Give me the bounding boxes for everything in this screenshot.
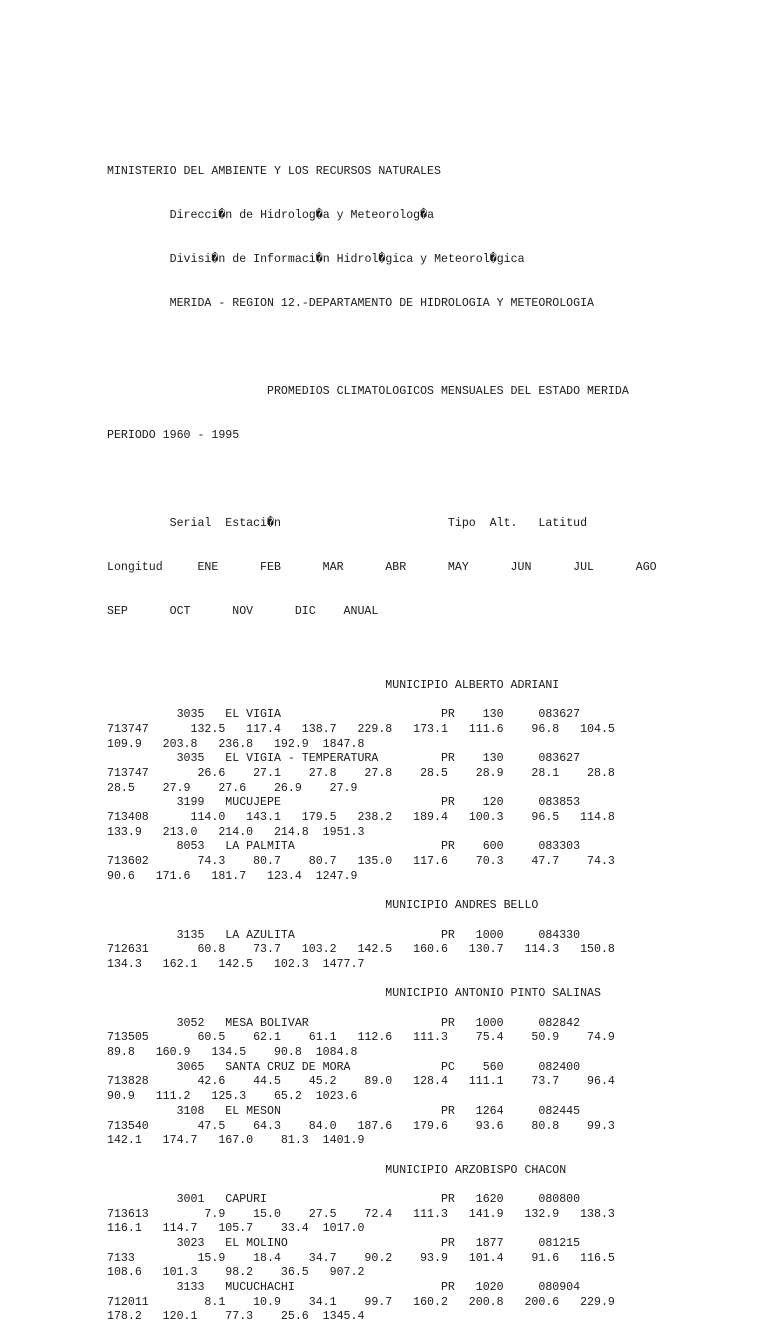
- spacer: [107, 473, 757, 488]
- municipality-section: [107, 1149, 757, 1325]
- station-data-line: 3052 MESA BOLIVAR PR 1000 082842: [107, 1016, 581, 1030]
- column-header-1: Serial Estaci�n Tipo Alt. Latitud: [107, 517, 588, 531]
- division-title: Divisi�n de Informaci�n Hidrol�gica y Meteorol�gica: [107, 252, 525, 266]
- municipality-heading: MUNICIPIO ANTONIO PINTO SALINAS: [107, 987, 601, 1001]
- spacer: [107, 341, 757, 356]
- station-data-line: 713408 114.0 143.1 179.5 238.2 189.4 100.3 96.5 114.8: [107, 811, 615, 825]
- station-data-line: 3035 EL VIGIA - TEMPERATURA PR 130 083627: [107, 752, 581, 766]
- station-data-line: 142.1 174.7 167.0 81.3 1401.9: [107, 1134, 365, 1148]
- station-data-line: 712631 60.8 73.7 103.2 142.5 160.6 130.7 114.3 150.8: [107, 943, 615, 957]
- station-data-line: 7133 15.9 18.4 34.7 90.2 93.9 101.4 91.6 116.5: [107, 1251, 615, 1265]
- station-data-line: 713602 74.3 80.7 80.7 135.0 117.6 70.3 47.7 74.3: [107, 855, 615, 869]
- report-period: PERIODO 1960 - 1995: [107, 429, 240, 443]
- station-data-line: 713505 60.5 62.1 61.1 112.6 111.3 75.4 50.9 74.9: [107, 1031, 615, 1045]
- station-data-line: 3065 SANTA CRUZ DE MORA PC 560 082400: [107, 1060, 581, 1074]
- spacer: [107, 973, 757, 988]
- station-data-line: 3108 EL MESON PR 1264 082445: [107, 1104, 581, 1118]
- spacer-top: [107, 120, 757, 135]
- region-title: MERIDA - REGION 12.-DEPARTAMENTO DE HIDROLOGIA Y METEOROLOGIA: [107, 296, 595, 310]
- spacer: [107, 914, 757, 929]
- station-data-line: 3023 EL MOLINO PR 1877 081215: [107, 1237, 581, 1251]
- municipality-heading: MUNICIPIO ALBERTO ADRIANI: [107, 678, 560, 692]
- station-data-line: 134.3 162.1 142.5 102.3 1477.7: [107, 957, 365, 971]
- station-data-line: 90.6 171.6 181.7 123.4 1247.9: [107, 869, 358, 883]
- report-title: PROMEDIOS CLIMATOLOGICOS MENSUALES DEL ESTADO MERIDA: [107, 384, 629, 398]
- station-data-line: 133.9 213.0 214.0 214.8 1951.3: [107, 825, 365, 839]
- station-data-line: 3035 EL VIGIA PR 130 083627: [107, 708, 581, 722]
- station-data-line: 8053 LA PALMITA PR 600 083303: [107, 840, 581, 854]
- spacer: [107, 1002, 757, 1017]
- station-data-line: 3133 MUCUCHACHI PR 1020 080904: [107, 1281, 581, 1295]
- station-data-line: 90.9 111.2 125.3 65.2 1023.6: [107, 1090, 358, 1104]
- column-header-2: Longitud ENE FEB MAR ABR MAY JUN JUL AGO: [107, 561, 657, 575]
- spacer: [107, 885, 757, 900]
- station-data-line: 116.1 114.7 105.7 33.4 1017.0: [107, 1222, 365, 1236]
- municipality-heading: MUNICIPIO ARZOBISPO CHACON: [107, 1163, 567, 1177]
- station-data-line: 178.2 120.1 77.3 25.6 1345.4: [107, 1310, 365, 1324]
- station-data-line: 713828 42.6 44.5 45.2 89.0 128.4 111.1 73.7 96.4: [107, 1075, 615, 1089]
- station-data-line: 108.6 101.3 98.2 36.5 907.2: [107, 1266, 365, 1280]
- station-data-line: 3001 CAPURI PR 1620 080800: [107, 1192, 581, 1206]
- municipality-section: [107, 885, 757, 973]
- municipality-section: [107, 664, 757, 884]
- directorate-title: Direcci�n de Hidrolog�a y Meteorolog�a: [107, 208, 435, 222]
- ministry-title: MINISTERIO DEL AMBIENTE Y LOS RECURSOS NATURALES: [107, 164, 441, 178]
- municipality-heading: MUNICIPIO ANDRES BELLO: [107, 899, 539, 913]
- spacer: [107, 664, 757, 679]
- municipality-sections: [107, 664, 757, 1325]
- spacer: [107, 694, 757, 709]
- municipality-section: [107, 973, 757, 1149]
- station-data-line: 713613 7.9 15.0 27.5 72.4 111.3 141.9 132.9 138.3: [107, 1207, 615, 1221]
- document-page: [107, 91, 757, 1340]
- station-data-line: 3135 LA AZULITA PR 1000 084330: [107, 928, 581, 942]
- column-header-3: SEP OCT NOV DIC ANUAL: [107, 605, 379, 619]
- spacer: [107, 1178, 757, 1193]
- station-data-line: 713747 132.5 117.4 138.7 229.8 173.1 111.6 96.8 104.5: [107, 722, 615, 736]
- station-data-line: 89.8 160.9 134.5 90.8 1084.8: [107, 1046, 358, 1060]
- station-data-line: 109.9 203.8 236.8 192.9 1847.8: [107, 737, 365, 751]
- station-data-line: 28.5 27.9 27.6 26.9 27.9: [107, 781, 358, 795]
- station-data-line: 3199 MUCUJEPE PR 120 083853: [107, 796, 581, 810]
- station-data-line: 713540 47.5 64.3 84.0 187.6 179.6 93.6 80.8 99.3: [107, 1119, 615, 1133]
- station-data-line: 713747 26.6 27.1 27.8 27.8 28.5 28.9 28.1 28.8: [107, 767, 615, 781]
- station-data-line: 712011 8.1 10.9 34.1 99.7 160.2 200.8 200.6 229.9: [107, 1295, 615, 1309]
- spacer: [107, 1149, 757, 1164]
